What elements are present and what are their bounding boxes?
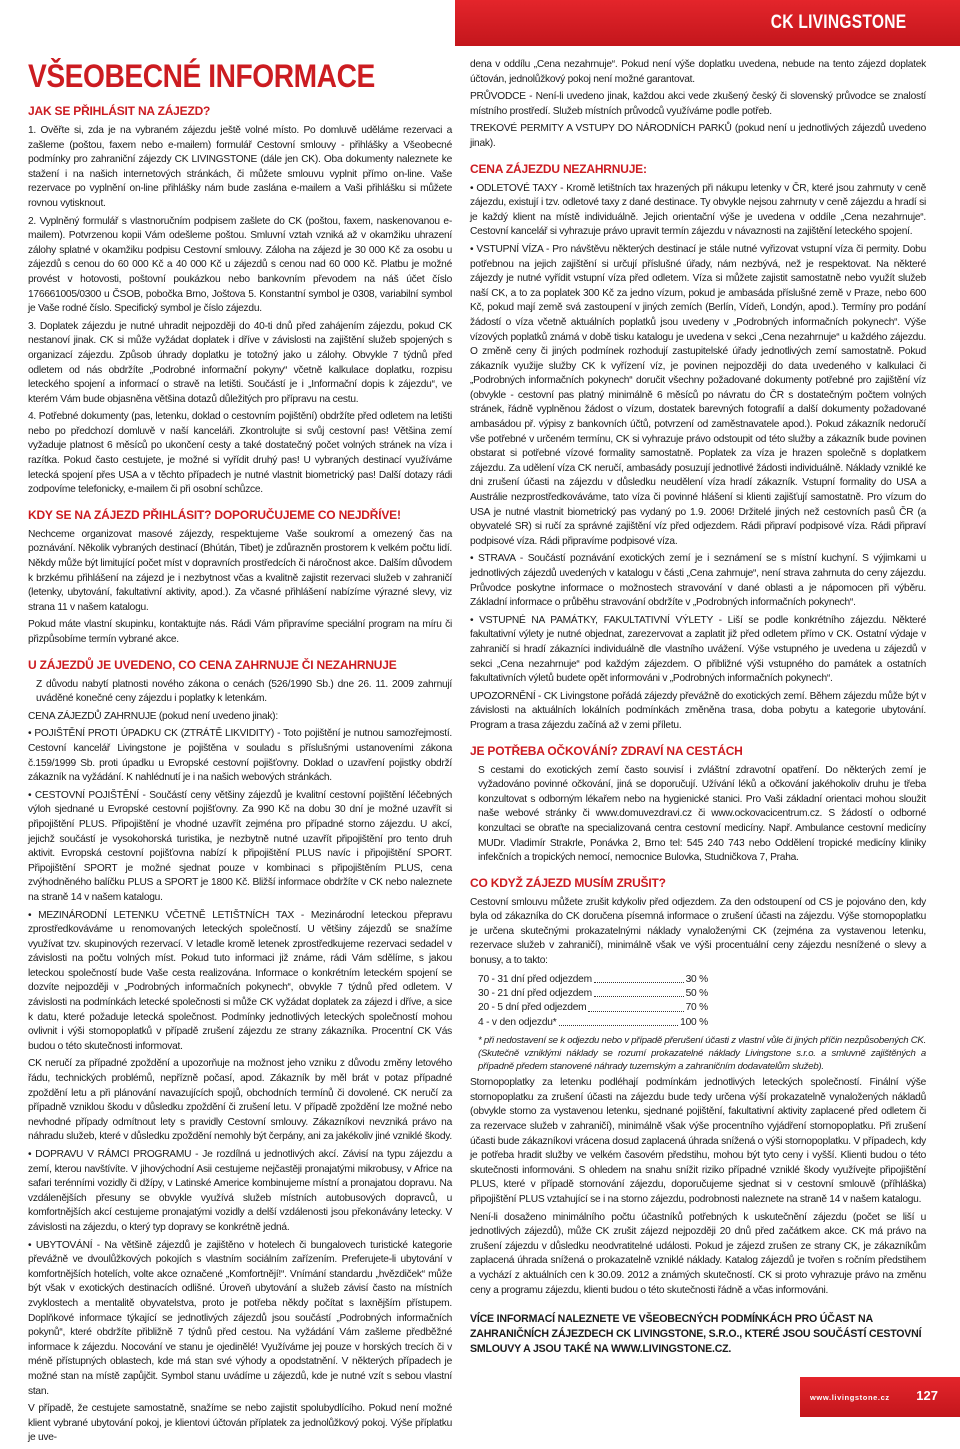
header-bar (455, 0, 960, 46)
section-heading: CENA ZÁJEZDU NEZAHRNUJE: (470, 161, 647, 176)
paragraph: 3. Doplatek zájezdu je nutné uhradit nejpozději do 40-ti dnů před zahájením zájezdu, pokud CK nestanoví jinak. CK si může vyžádat doplatek i dříve v závislosti na zajištění služeb spojených s organizací zájezdu. Způsob úhrady doplatku je totožný jako u zálohy. Obvykle 7 týdnů před odletem od nás obdržíte „Podrobné informační pokyny“ včetně kalkulace doplatku, rozpisu leteckého spojení a informací o stravě na letišti. Součástí je i „Informační dopis k zájezdu“, ve kterém Vám bude objasněna většina dotazů důležitých pro přípravu na cestu. (28, 320, 452, 405)
storno-percent: 70 % (685, 1002, 708, 1014)
storno-period: 4 - v den odjezdu* (478, 1016, 557, 1028)
paragraph: • ODLETOVÉ TAXY - Kromě letištních tax hrazených při nákupu letenky v ČR, které jsou zahrnuty v ceně zájezdu, existují i tzv. odletové taxy z dané destinace. Ty obvykle nejsou zahrnuty v ceně zájezdu a hradí si je každý klient na místě individuálně. Jejich orientační výše je uvedena v oddíle „Cena nezahrnuje“. Cestovní kancelář si vyhrazuje právo upravit termín zájezdu v návaznosti na zajištění leteckého spojení. (470, 182, 926, 238)
brand-name: CK LIVINGSTONE (770, 12, 906, 33)
dot-leader (594, 987, 684, 997)
storno-period: 30 - 21 dní před odjezdem (478, 988, 592, 1000)
dot-leader (559, 1016, 679, 1026)
paragraph: Cestovní smlouvu můžete zrušit kdykoliv před odjezdem. Za den odstoupení od CS je pojováno den, kdy byla od zákazníka do CK doručena písemná informace o zrušení účasti na zájezdu. Výše stornopoplatku je určena skutečnými prokazatelnými náklady vynaloženými CK (zejména za vystavenou letenku, rezervace služeb v zahraničí), minimálně však ve výši procentuální ceny zájezdu nesnížené o slevy a bonusy, a to takto: (470, 896, 926, 967)
paragraph: Nechceme organizovat masové zájezdy, respektujeme Vaše soukromí a omezený čas na poznávání. Několik vybraných destinací (Bhútán, Tibet) je zdůrazněn prostorem k velkém počtu lidí. Někdy může být limitující počet míst v dopravních prostředcích či náročnost akce. Dalším důvodem k brzkému přihlášení na zájezd je i nezbytnost včas a kvalitně zajistit rezervaci služeb v zahraničí (letenky, ubytování, fakultativní aktivity, apod.). Za včasné přihlášení nabízíme výrazné slevy, viz strana 11 v našem katalogu. (28, 528, 452, 613)
paragraph: 4. Potřebné dokumenty (pas, letenku, doklad o cestovním pojištění) obdržíte před odletem na letišti nebo po předchozí domluvě v naší kanceláři. Zkontrolujte si svůj cestovní pas! Většina zemí vyžaduje platnost 6 měsíců po ukončení cesty a také dostatečný počet volných stránek na víza i razítka. Pokud často cestujete, je možné si vyřídit druhý pas! U vybraných destinací využíváme letecká spojení přes USA a v těchto případech je nutné vlastnit biometrický pas! Další dotazy rádi zodpovíme telefonicky, e-mailem či při osobní schůzce. (28, 411, 452, 496)
right-column (470, 58, 926, 1360)
paragraph: • MEZINÁRODNÍ LETENKU VČETNĚ LETIŠTNÍCH TAX - Mezinárodní leteckou přepravu zprostředkováváme u renomovaných leteckých společností. U většiny zájezdů se snažíme využívat tzv. skupinových rezervací. V letadle kromě letenek zprostředkujeme rezervaci sedadel v závislosti na počtu volných míst. Pokud tuto informaci již známe, rádi Vám sdělíme, s jakou leteckou společností bude Vaše cesta realizována. Informace o konkrétním leteckém spojení se dozvíte nejpozději v „Podrobných informačních pokynech“, obvykle 7 týdnů před odletem. V závislosti na podmínkách letecké společnosti si může CK vyžádat doplatek za zájezd i dříve, a sice k datu, které požaduje letecká společnost. Podmínky jednotlivých leteckých společností mohou ovlivnit i výši stornopoplatků v případě zrušení zájezdu ze strany zákazníka. Procentní CK Vás budou o této skutečnosti informovat. (28, 909, 452, 1052)
right-body-2 (470, 1076, 926, 1298)
paragraph: • POJIŠTĚNÍ PROTI ÚPADKU CK (ZTRÁTĚ LIKVIDITY) - Toto pojištění je nutnou samozřejmostí. Cestovní kancelář Livingstone je pojištěna v souladu s příslušnými ustanoveními zákona č.159/1999 Sb. proti úpadku u Evropské cestovní pojišťovny. Doklad o uzavření pojistky obdrží zákazník na vyžádání. K nahlédnutí je i na našich webových stránkách. (28, 728, 452, 784)
storno-note: * při nedostavení se k odjezdu nebo v případě přerušení účasti z vlastní vůle či jiných příčin nezpůsobených CK. (Skutečně vzniklými náklady se rozumí prokazatelné náklady Livingstone s.r.o. a smluvně zajištěných a případně předem stanovené náhrady tuzemským a zahraničním dodavatelům služeb). (478, 1035, 926, 1073)
paragraph: • DOPRAVU V RÁMCI PROGRAMU - Je rozdílná u jednotlivých akcí. Závisí na typu zájezdu a zemí, kterou navštívíte. V jihovýchodní Asii cestujeme nejčastěji pronajatými mikrobusy, v Africe na safari terénními vozidly či džípy, v Latinské Americe kombinujeme místní a pronajatou dopravu. Na vzdálenějších přesuny se obvykle využívá služeb místních autobusových dopravců, u komfortnějších akcí cestujeme pronajatými vozidly a delší vzdálenosti jsou překonávány letecky. V závislosti na zájezdu, o který typ dopravy se konkrétně jedná. (28, 1149, 452, 1233)
section-heading: JE POTŘEBA OČKOVÁNÍ? ZDRAVÍ NA CESTÁCH (470, 743, 743, 758)
storno-percent: 30 % (685, 973, 708, 985)
section-heading: CO KDYŽ ZÁJEZD MUSÍM ZRUŠIT? (470, 875, 666, 890)
storno-percent: 50 % (685, 988, 708, 1000)
storno-row (478, 1001, 708, 1015)
left-body (28, 104, 452, 1446)
dot-leader (588, 1001, 683, 1011)
paragraph: • STRAVA - Součástí poznávání exotických zemí je i seznámení se s místní kuchyní. S výjimkami u jednotlivých zájezdů uvedených v katalogu v části „Cena zahrnuje“, není strava zahrnuta do ceny zájezdu. Průvodce poskytne informace o možnostech stravování v dané oblasti a je nápomocen při výběru. Základní informace o průběhu stravování obdržíte v „Podrobných informačních pokynech“. (470, 553, 926, 609)
paragraph: • CESTOVNÍ POJIŠTĚNÍ - Součástí ceny většiny zájezdů je kvalitní cestovní pojištění léčebných výloh sjednané u Evropské cestovní pojišťovny. Za 990 Kč na dobu 30 dní je možné uzavřít si připojištění PLUS. Připojištění je vhodné uzavřít zejména pro případné storno zájezdu. U akcí, jejichž součástí je vysokohorská turistika, je nezbytně nutné uzavřít připojištění pro tento druh aktivit. Evropská cestovní pojišťovna nabízí k připojištění PLUS navíc i připojištění SPORT. Připojištění SPORT je možné sjednat pouze v kombinaci s připojištěním PLUS, cena zvýhodněného balíčku PLUS a SPORT je 1800 Kč. Bližší informace obdržíte v CK nebo naleznete na straně 14 v našem katalogu. (28, 789, 452, 903)
paragraph: • VSTUPNÉ NA PAMÁTKY, FAKULTATIVNÍ VÝLETY - Liší se podle konkrétního zájezdu. Některé fakultativní výlety je nutné objednat, zarezervovat a zaplatit již před odletem přímo v CK. Ostatní výdaje v zahraničí si hradí zákazníci individuálně dle vlastního uvážení. Výše vstupného je uvedena u zájezdů v sekci „Cena nezahrnuje“ pod každým zájezdem. O přibližné výši vstupného do památek a ostatních fakultativních výletů budete opět informováni v „Podrobných informačních pokynech“. (470, 614, 926, 685)
paragraph: UPOZORNĚNÍ - CK Livingstone pořádá zájezdy převážně do exotických zemí. Během zájezdu může být v závislosti na aktuálních lokálních podmínkách změněna trasa, doba pobytu a kategorie ubytování. Program a trasa zájezdu začíná až v zemi příletu. (470, 690, 926, 731)
storno-percent: 100 % (680, 1016, 708, 1028)
paragraph: CENA ZÁJEZDŮ ZAHRNUJE (pokud není uvedeno jinak): (28, 710, 278, 722)
paragraph: • UBYTOVÁNÍ - Na většině zájezdů je zajištěno v hotelech či bungalovech turistické kategorie převážně ve dvoulůžkových pokojích s vlastním sociálním zařízením. Preferujete-li ubytování v komfortnějších hotelích, volte akce označené „Komfortnějí!“. Vnímání standardu „hvězdiček“ může být však v exotických destinacích odlišné. Úroveň ubytování a služeb závisí často na místních zvyklostech a mentalitě obyvatelstva, proto je potřeba někdy počítat s laxnějším přístupem. Doplňkové informace týkající se jednotlivých zájezdů jsou součástí „Podrobných informačních pokynů“, které obdržíte přibližně 7 týdnů před cestou. Na vyžádání Vám zašleme předběžné informace k zájezdu. Nocování ve stanu je ojedinělé! Využíváme jej pouze v horských trecích či v méně přístupných oblastech, kde má stan své výhody a opodstatnění. V některých případech je možné stan na místě zapůjčit. Symbol stanu uvádíme u zájezdů, kde je nutné vzít s sebou vlastní stan. (28, 1239, 452, 1397)
page-title: VŠEOBECNÉ INFORMACE (28, 58, 375, 94)
storno-row (478, 1016, 708, 1030)
paragraph: Z důvodu nabytí platnosti nového zákona o cenách (526/1990 Sb.) dne 26. 11. 2009 zahrnují uváděné konečné ceny zájezdu i poplatky k letenkám. (36, 678, 452, 705)
storno-period: 70 - 31 dní před odjezdem (478, 973, 592, 985)
paragraph: Není-li dosaženo minimálního počtu účastníků potřebných k uskutečnění zájezdu (počet se liší u jednotlivých zájezdů), může CK zrušit zájezd nejpozději 20 dnů před začátkem akce. CK má právo na zrušení zájezdu v důsledku neodvratitelné události. Pokud je zájezd zrušen ze strany CK, je zákazníkům zaplacená úhrada snížená o prokazatelně vzniklé náklady. Katalog zájezdů je tvořen s ročním předstihem a vychází z aktuálních cen k 30.09. 2012 a známých skutečností. CK si proto vyhrazuje právo na změnu ceny a programu zájezdu, klienti budou o této skutečnosti řádně a včas informováni. (470, 1211, 926, 1296)
storno-table (478, 973, 926, 1031)
storno-period: 20 - 5 dní před odjezdem (478, 1002, 587, 1014)
paragraph: V případě, že cestujete samostatně, snažíme se nebo zajistit spolubydlícího. Pokud není možné klient vybrané ubytování pokoj, je klientovi účtován příplatek za jednolůžkový pokoj. Výše příplatku je uve- (28, 1403, 452, 1444)
section-heading: U ZÁJEZDŮ JE UVEDENO, CO CENA ZAHRNUJE ČI NEZAHRNUJE (28, 657, 397, 672)
final-note: VÍCE INFORMACÍ NALEZNETE VE VŠEOBECNÝCH PODMÍNKÁCH PRO ÚČAST NA ZAHRANIČNÍCH ZÁJEZDECH CK LIVINGSTONE, S.R.O., KTERÉ JSOU SOUČÁSTÍ CESTOVNÍ SMLOUVY A JSOU TAKÉ NA WWW.LIVINGSTONE.CZ. (470, 1313, 922, 1356)
paragraph: S cestami do exotických zemí často souvisí i zvláštní zdravotní opatření. Do některých zemí je vyžadováno povinné očkování, jiná se doporučují. Užívání léků a očkování jakéhokoliv druhu je třeba konzultovat s odborným lékařem nebo na hygienické stanici. Pro Vaši základní orientaci mohou sloužit naše webové stránky či www.domuvezdravi.cz či www.ockovacicentrum.cz. S žádostí o odborné konzultaci se obraťte na specializovaná centra cestovní medicíny. Např. Ambulance cestovní medicíny MUDr. Vladimír Strakrle, Ponávka 2, Brno tel: 545 240 743 nebo Oddělení tropické medicíny kliniky infekčních a tropických nemocí, nemocnice Bulovka, Studničkova 7, Praha. (478, 764, 926, 864)
paragraph: TREKOVÉ PERMITY A VSTUPY DO NÁRODNÍCH PARKŮ (pokud není u jednotlivých zájezdů uvedeno jinak). (470, 123, 926, 149)
paragraph: CK neručí za případné zpoždění a upozorňuje na možnost jeho vzniku z důvodu změny letového řádu, technických problémů, nepřízně počasí, apod. Zákazník by měl brát v potaz případné zpoždění letu a při plánování navazujících spojů, obchodních termínů či dovolené. CK neručí za případně vzniklou škodu v důsledku zpoždění či zrušení letu. V případě zpoždění lze možné nebo nevhodné případy odmítnout lety s pravidly Cestovní smlouvy. Zákazníkovi nevzniká právo na náhradu služeb, které v důsledku zpoždění nemohly být čerpány, ani za jakékoliv jiné vzniklé škody. (28, 1058, 452, 1143)
section-heading: KDY SE NA ZÁJEZD PŘIHLÁSIT? DOPORUČUJEME CO NEJDŘÍVE! (28, 507, 401, 522)
right-body (470, 58, 926, 969)
footer-site: www.livingstone.cz (810, 1393, 890, 1402)
storno-row (478, 987, 708, 1001)
paragraph: Pokud máte vlastní skupinku, kontaktujte nás. Rádi Vám připravíme speciální program na míru či přizpůsobíme termín vybrané akce. (28, 619, 452, 645)
paragraph: dena v oddílu „Cena nezahrnuje“. Pokud není výše doplatku uvedena, nebude na tento zájezd doplatek účtován, jednolůžkový pokoj není možné garantovat. (470, 59, 926, 85)
section-heading: JAK SE PŘIHLÁSIT NA ZÁJEZD? (28, 104, 211, 118)
storno-row (478, 973, 708, 987)
paragraph: • VSTUPNÍ VÍZA - Pro návštěvu některých destinací je stále nutné vyřizovat vstupní víza či permity. Dobu potřebnou na jejich zajištění si určují příslušné úřady, nám nezbývá, než je respektovat. Na některé zájezdy je nutné vyřídit vstupní víza před odletem. Víza si můžete zajistit samostatně nebo využít služeb naší CK, a to za poplatek 300 Kč za jedno vízum, pokud je ambasáda příslušné země v Praze, nebo 600 Kč, pokud mají země svá zastoupení v jiných zemích (Berlín, Vídeň, Londýn, apod.). Termíny pro podání žádostí o víza včetně aktuálních poplatků jsou uvedeny v „Podrobných informačních pokynech“. Výše vízových poplatků známá v době tisku katalogu je uvedena v sekci „Cena nezahrnuje“ u každého zájezdu. O změně ceny či jiných podmínek rozhodují zastupitelské úřady jednotlivých zemí samostatně. Pokud zákazník využije služby CK k vyřízení víz, je povinen nejpozději do data uvedeného v kalkulaci či „Podrobných informačních pokynech“ doručit všechny požadované dokumenty potřebné pro zajištění víz (obvykle - cestovní pas platný minimálně 6 měsíců po návratu do ČR s dostatečným počtem volných stránek, řádně vyplněnou žádost o vízum, dostatek barevných fotografií a další dokumenty požadované ambasádou př. výpisy z bankovních účtů, potvrzení od zaměstnavatele apod.). Pokud zákazník nedoručí vše potřebné v určeném termínu, CK si vyhrazuje právo odstoupit od této služby a zákazník bude povinen obstarat si potřebné vízové formality samostatně. Poplatek za víza je hrazen společně s doplatkem zájezdu. Za udělení víza CK neručí, ambasády posuzují jednotlivé žádosti individuálně. Náklady vzniklé ke dni zrušení účasti na zájezdu v důsledku neudělení víza hradí zákazník. Vstupní formality do USA a Austrálie nezprostředkováváme, tato víza či povinné hlášení si klienti zajišťují samostatně. Pro vízum do USA je nutné vlastnit biometrický pas vydaný po 1.9. 2006! Držitelé jiných než cestovních pasů ČR (a obyvatelé SR) si ručí za správné zajištění víz před odjezdem. Rádi připraví podpisové víza. Rádi připraví podpisové víza. Rádi připravíme podpisové víza. (470, 243, 926, 547)
paragraph: 1. Ověřte si, zda je na vybraném zájezdu ještě volné místo. Po domluvě uděláme rezervaci a zašleme (poštou, faxem nebo e-mailem) formulář Cestovní smlouvy - přihlášky a Všeobecné podmínky pro zahraniční zájezdy CK LIVINGSTONE (dále jen CK). Oba dokumenty naleznete ke stažení i na našich internetových stránkách, či můžete smlouvu vyplnit přímo on-line. Vaše rezervace po vyplnění on-line přihlášky nám bude zaslána e-mailem a Vaši přihlášku si můžete rovnou vytisknout. (28, 125, 452, 209)
paragraph: 2. Vyplněný formulář s vlastnoručním podpisem zašlete do CK (poštou, faxem, naskenovanou e-mailem). Potvrzenou kopii Vám odešleme poštou. Smluvní vztah vzniká až v okamžiku uhrazení zálohy splatné v okamžiku podpisu Cestovní smlouvy. Záloha na zájezd je 30 000 Kč za osobu u zájezdů s cenou do 60 000 Kč a 40 000 Kč u zájezdů s cenou nad 60 000 Kč. Platbu je možné provést v hotovosti, poštovní poukázkou nebo bankovním převodem na náš účet číslo 176661005/0300 u ČSOB, pobočka Brno, Joštova 5. Konstantní symbol je 0308, variabilní symbol je Vaše rodné číslo. Specifický symbol je číslo zájezdu. (28, 215, 452, 315)
dot-leader (594, 973, 684, 983)
paragraph: Stornopoplatky za letenku podléhají podmínkám jednotlivých leteckých společností. Finální výše stornopoplatku za zrušení účasti na zájezdu bude tedy určena výší prokazatelně vynaložených nákladů (obvykle storno za vystavenou letenku, sjednané pojištění, fakultativní aktivity zaplacené před odletem či za rezervace služeb v zahraničí), minimálně však výše procentního vyjádření stornopoplatku. Při zrušení účasti bude zákazníkovi vrácena dosud zaplacená úhrada snížená o výši stornopoplatku. V případech, kdy je potřeba hradit služby ve velkém časovém předstihu, mohou být tyto ceny i vyšší. Klienti budou o této skutečnosti informováni. S ohledem na snahu snížit riziko případné vzniklé škody využívejte připojištění PLUS, které v případě stornování zájezdu, doporučujeme sjednat si v cestovní smlouvě (příhláška) připojištění PLUS vztahující se i na storno zájezdu, podrobnosti naleznete na straně 14 v našem katalogu. (470, 1077, 926, 1206)
page-number: 127 (916, 1388, 938, 1403)
paragraph: PRŮVODCE - Není-li uvedeno jinak, každou akci vede zkušený český či slovenský průvodce se znalostí místního prostředí. Služeb místních průvodců využíváme podle potřeb. (470, 91, 926, 117)
left-column (28, 58, 452, 1449)
footer-bar (800, 1377, 960, 1417)
